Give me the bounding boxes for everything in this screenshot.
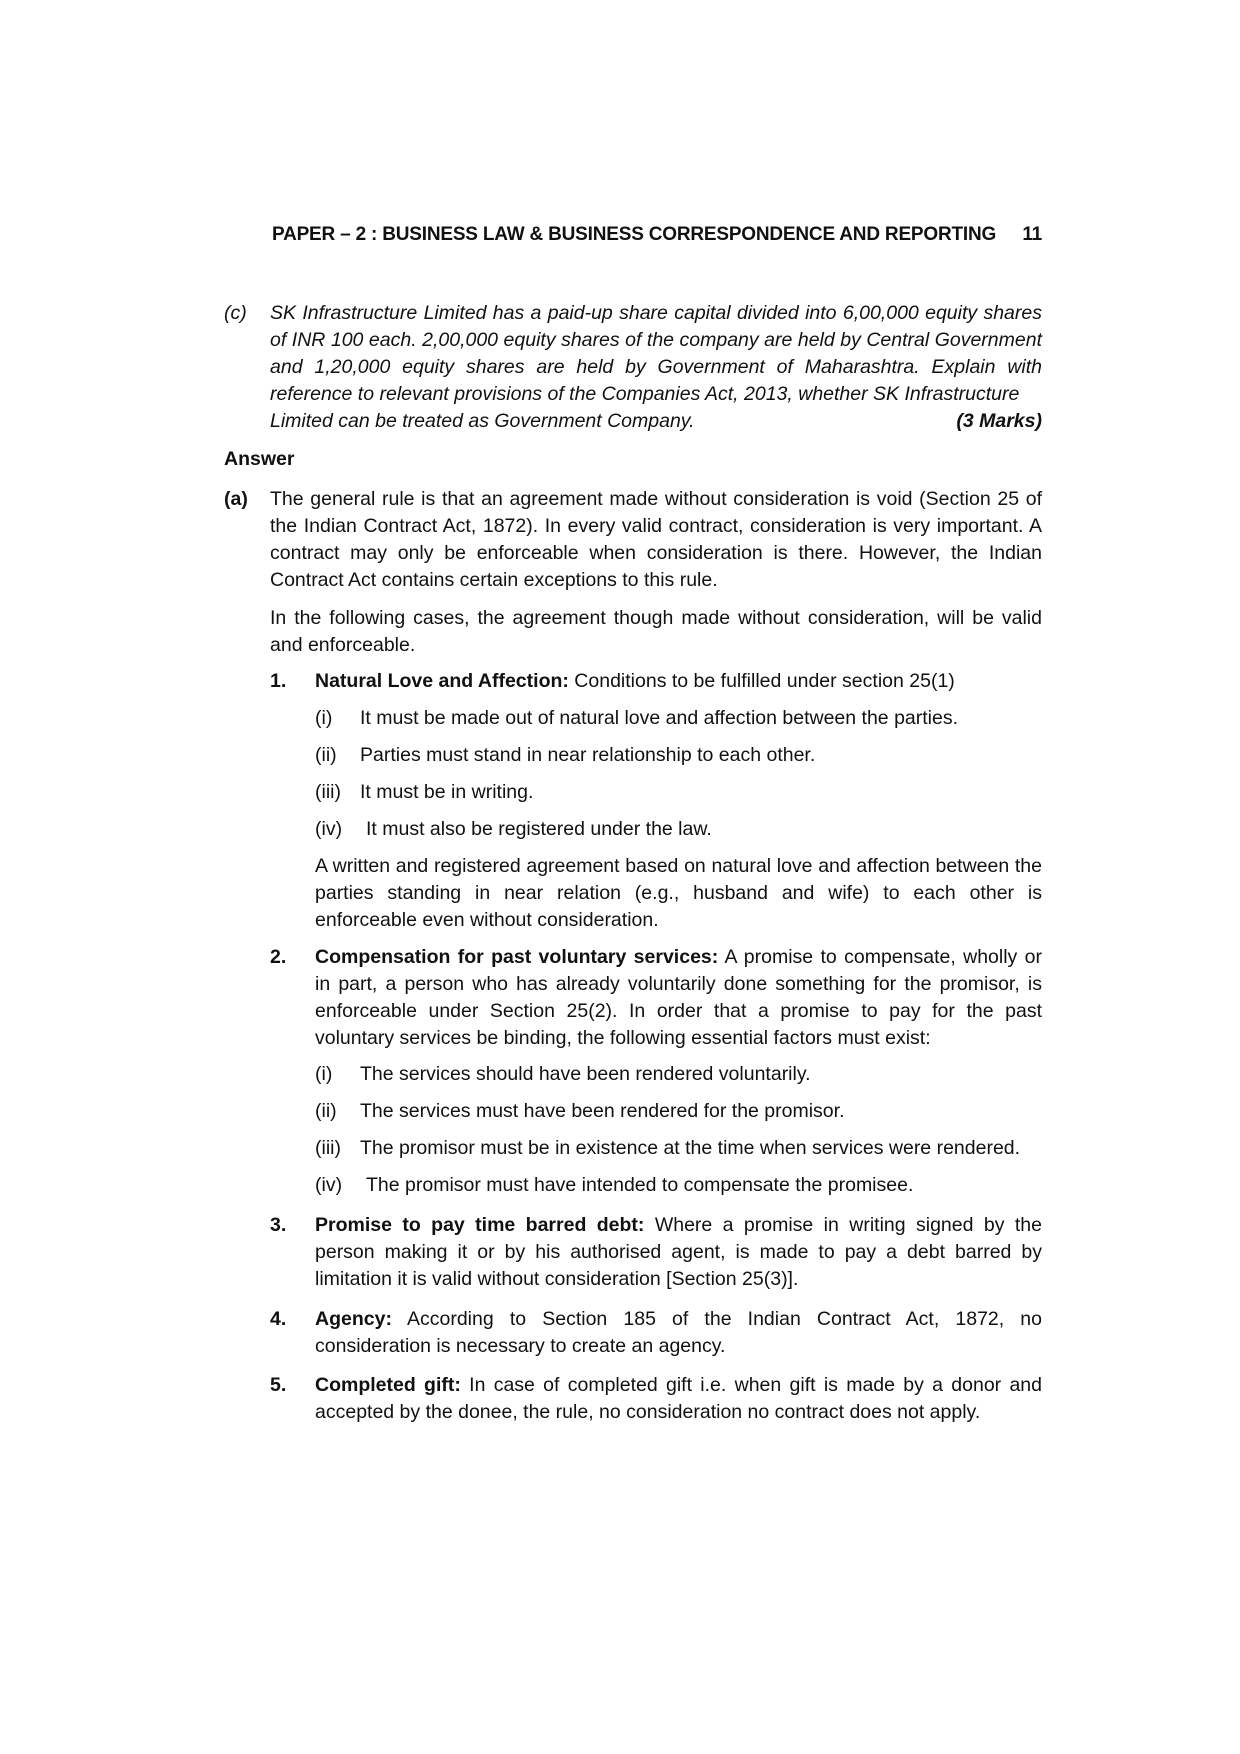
sub-item bbox=[315, 816, 1042, 853]
list-item-3 bbox=[270, 1212, 1042, 1293]
sub-item-number: (iv) bbox=[315, 818, 343, 840]
sub-item-number: (iv) bbox=[315, 1174, 343, 1196]
sub-item-text: The services must have been rendered for the promisor. bbox=[360, 1100, 845, 1122]
sub-item-text: It must also be registered under the law. bbox=[366, 818, 712, 840]
question-label: (c) bbox=[224, 302, 247, 324]
sub-item-text: It must be in writing. bbox=[360, 781, 534, 803]
question-c bbox=[224, 300, 1042, 435]
item-title: Natural Love and Affection: bbox=[315, 670, 569, 692]
sub-item bbox=[315, 742, 1042, 779]
sub-item-text: Parties must stand in near relationship to each other. bbox=[360, 744, 816, 766]
list-item-4 bbox=[270, 1306, 1042, 1360]
sub-item bbox=[315, 1172, 1042, 1209]
item-number: 3. bbox=[270, 1214, 287, 1236]
page-number: 11 bbox=[1022, 224, 1042, 245]
sub-item-number: (ii) bbox=[315, 1100, 337, 1122]
header-title: PAPER – 2 : BUSINESS LAW & BUSINESS CORRESPONDENCE AND REPORTING bbox=[272, 224, 997, 245]
answer-paragraph-2: In the following cases, the agreement though made without consideration, will be valid and enforceable. bbox=[270, 607, 1042, 656]
sub-item-number: (iii) bbox=[315, 781, 341, 803]
sub-item-number: (i) bbox=[315, 1063, 333, 1085]
sub-item bbox=[315, 779, 1042, 816]
sub-item bbox=[315, 1098, 1042, 1135]
item-text: A promise to compensate, wholly or in part, a person who has already voluntarily done something for the promisor, is enforceable under Section 25(2). In order that a promise to pay for the past voluntary services be binding, the following essential factors must exist: bbox=[315, 946, 1042, 1049]
item-text: In case of completed gift i.e. when gift is made by a donor and accepted by the donee, the rule, no consideration no contract does not apply. bbox=[315, 1374, 1042, 1423]
list-item-2 bbox=[270, 944, 1042, 1209]
sub-item-text: The promisor must be in existence at the time when services were rendered. bbox=[360, 1137, 1021, 1159]
item-text: Conditions to be fulfilled under section 25(1) bbox=[568, 670, 955, 692]
page-header bbox=[272, 224, 1042, 254]
item-text: According to Section 185 of the Indian Contract Act, 1872, no consideration is necessary to create an agency. bbox=[315, 1308, 1042, 1357]
item-number: 2. bbox=[270, 946, 287, 968]
question-text: SK Infrastructure Limited has a paid-up share capital divided into 6,00,000 equity shares of INR 100 each. 2,00,000 equity shares of the company are held by Central Government and 1,20,000 equity shares are held by Government of Maharashtra. Explain with reference to relevant provisions of the Companies Act, 2013, whether SK Infrastructure bbox=[270, 302, 1042, 405]
sub-item-text: It must be made out of natural love and affection between the parties. bbox=[360, 707, 959, 729]
item-title: Agency: bbox=[315, 1308, 392, 1330]
item-title: Compensation for past voluntary services: bbox=[315, 946, 719, 968]
item-note: A written and registered agreement based on natural love and affection between the parties standing in near relation (e.g., husband and wife) to each other is enforceable even without consideration. bbox=[315, 855, 1042, 931]
answer-part-a bbox=[224, 486, 1042, 670]
sub-item-number: (i) bbox=[315, 707, 333, 729]
item-title: Completed gift: bbox=[315, 1374, 461, 1396]
item-number: 4. bbox=[270, 1308, 287, 1330]
sub-item-text: The services should have been rendered voluntarily. bbox=[360, 1063, 811, 1085]
item-text: Where a promise in writing signed by the person making it or by his authorised agent, is made to pay a debt barred by limitation it is valid without consideration [Section 25(3)]. bbox=[315, 1214, 1042, 1290]
sub-item-number: (ii) bbox=[315, 744, 337, 766]
question-last-line: Limited can be treated as Government Company. bbox=[270, 410, 695, 432]
sub-item bbox=[315, 1135, 1042, 1172]
sub-item bbox=[315, 705, 1042, 742]
sub-item bbox=[315, 1061, 1042, 1098]
item-number: 1. bbox=[270, 670, 287, 692]
list-item-1 bbox=[270, 668, 1042, 934]
item-title: Promise to pay time barred debt: bbox=[315, 1214, 645, 1236]
list-item-5 bbox=[270, 1372, 1042, 1426]
answer-heading: Answer bbox=[224, 448, 295, 470]
answer-part-label: (a) bbox=[224, 488, 248, 510]
answer-paragraph-1: The general rule is that an agreement made without consideration is void (Section 25 of the Indian Contract Act, 1872). In every valid contract, consideration is very important. A contract may only be enforceable when consideration is there. However, the Indian Contract Act contains certain exceptions to this rule. bbox=[270, 488, 1042, 591]
sub-item-text: The promisor must have intended to compensate the promisee. bbox=[366, 1174, 914, 1196]
sub-item-number: (iii) bbox=[315, 1137, 341, 1159]
question-marks: (3 Marks) bbox=[956, 410, 1042, 432]
item-number: 5. bbox=[270, 1374, 287, 1396]
